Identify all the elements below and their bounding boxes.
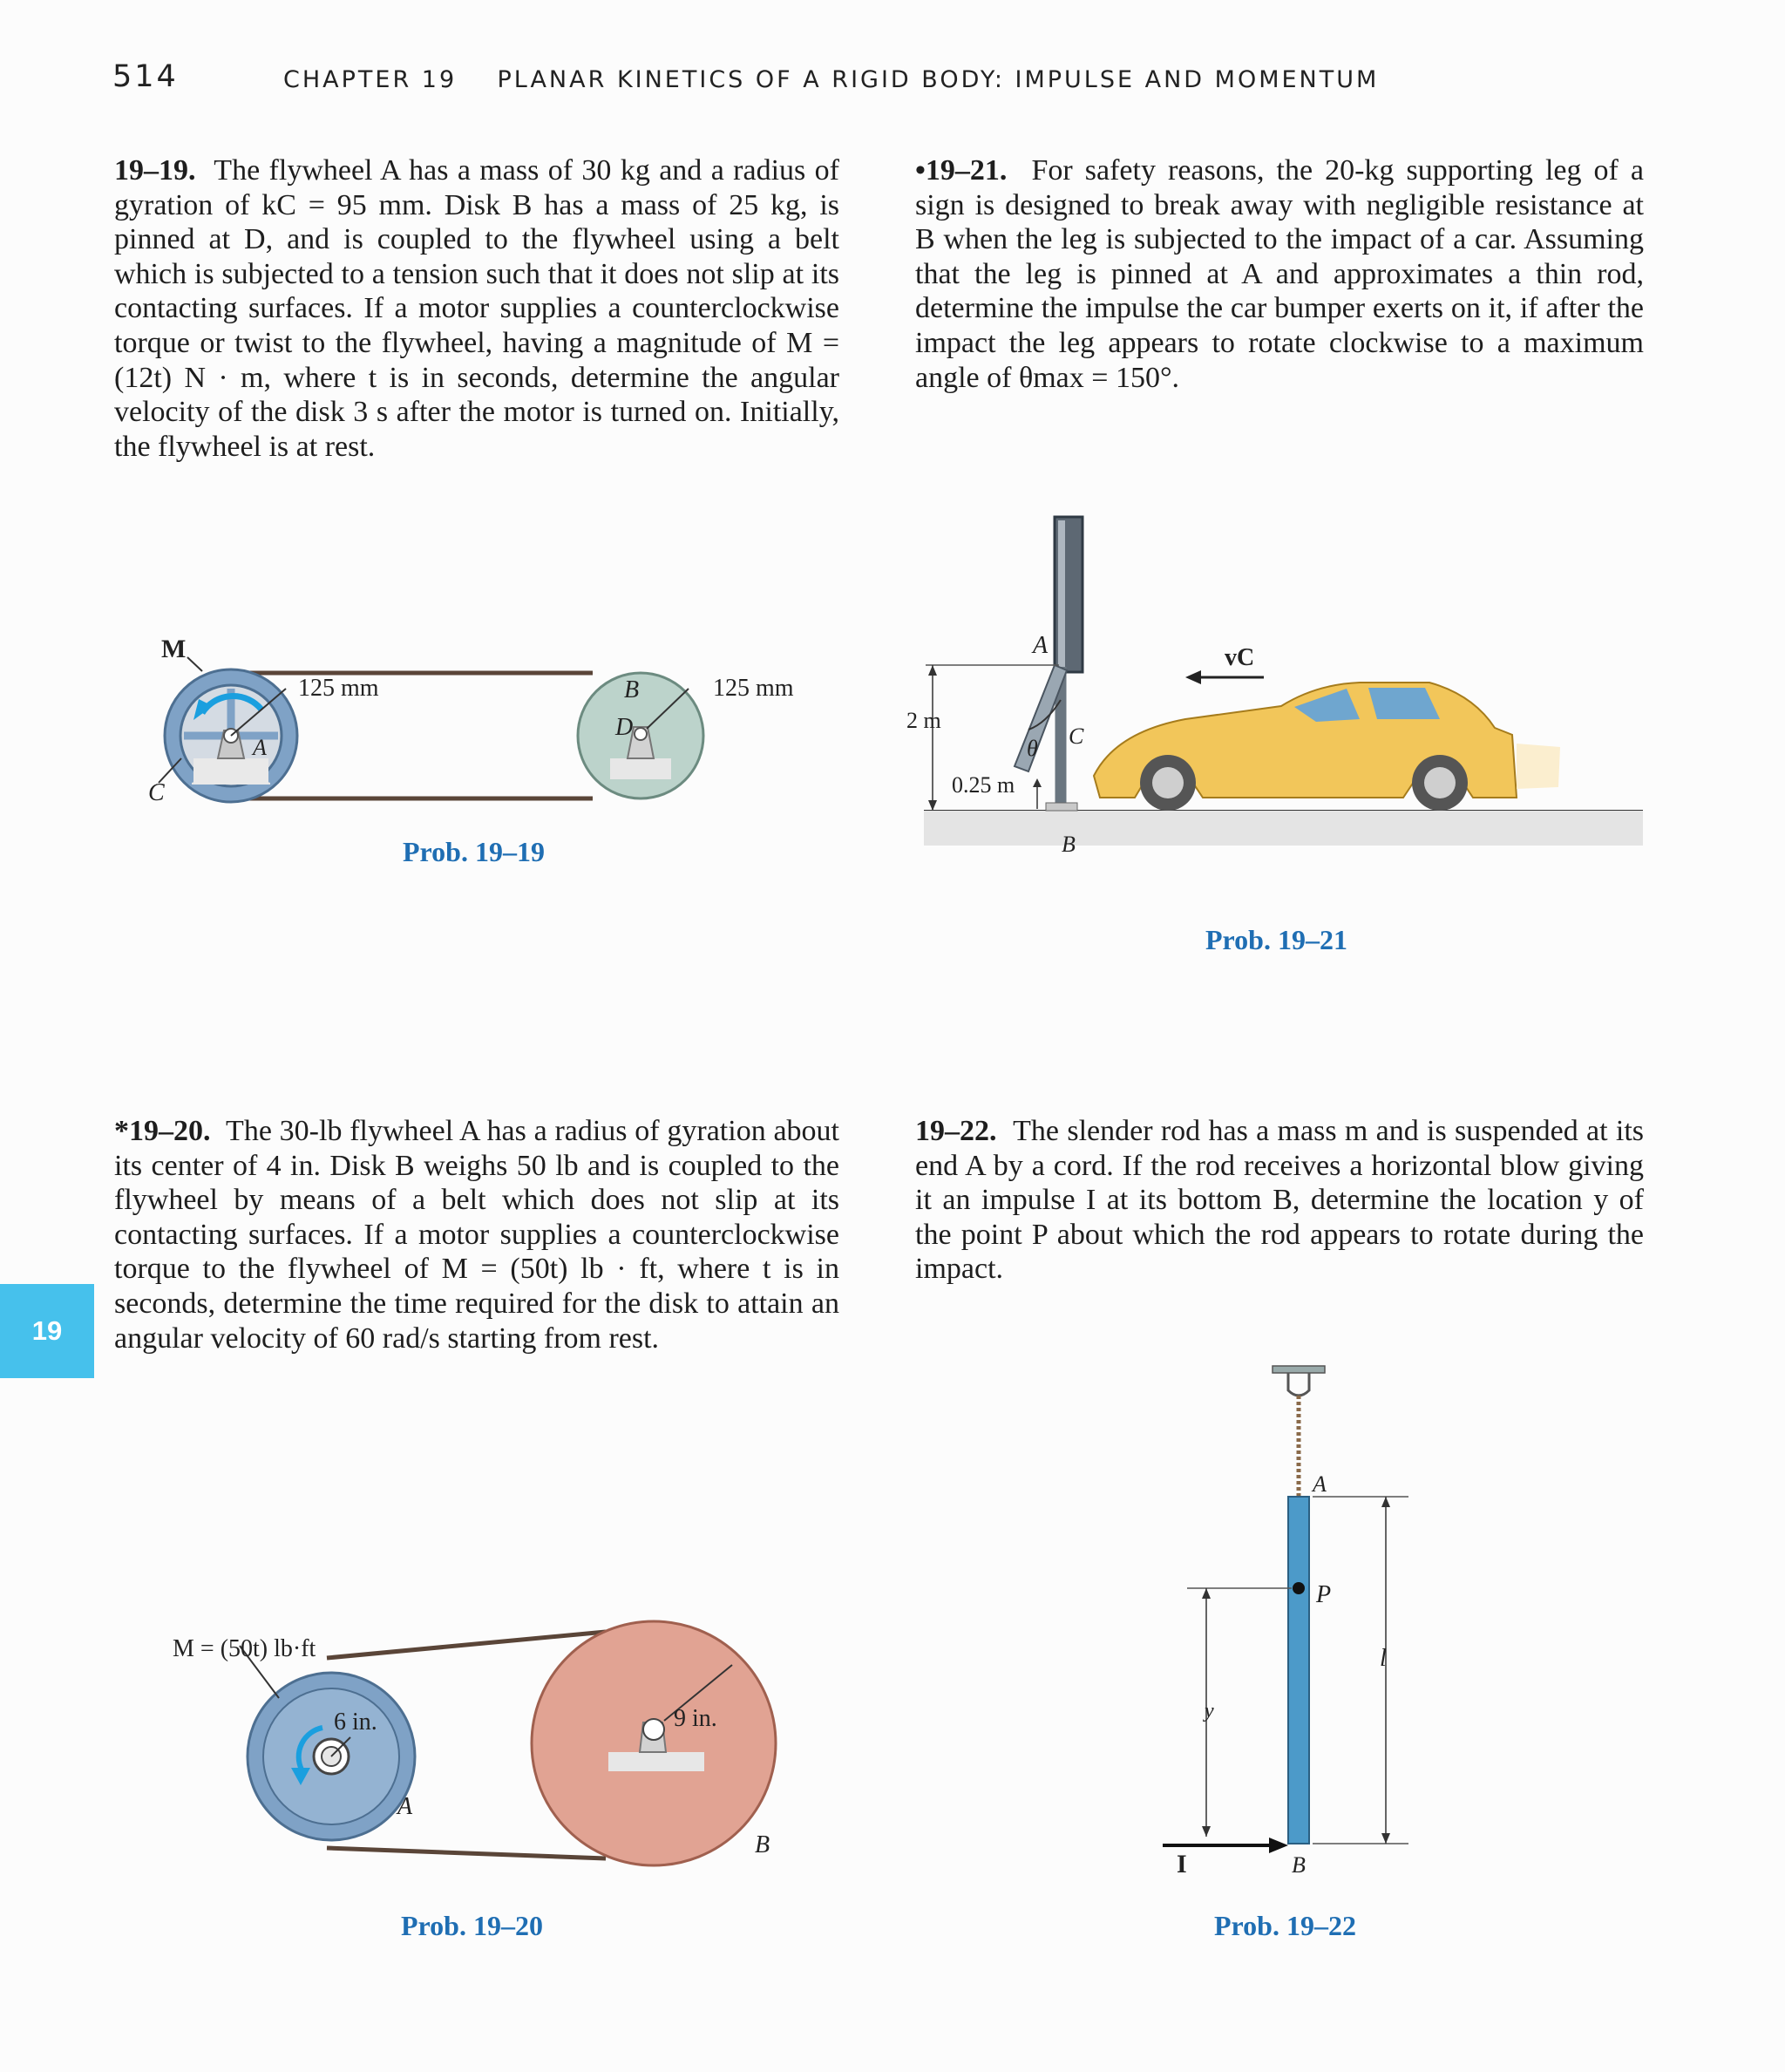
problem-number: *19–20. (114, 1115, 211, 1147)
label-radius-b: 9 in. (674, 1705, 717, 1732)
problem-number: 19–19. (114, 154, 196, 187)
problem-19-21 (915, 153, 1644, 395)
figure-19-19 (139, 636, 819, 819)
problem-text: The 30-lb flywheel A has a radius of gyration about its center of 4 in. Disk B weighs 50 lb and is coupled to the flywheel by means of a belt which does not slip at its contacting surfaces. If a motor supplies a counterclockwise torque to the flywheel of M = (50t) lb · ft, where t is in seconds, determine the time required for the disk to attain an angular velocity of 60 rad/s starting from rest. (114, 1115, 839, 1355)
label-b: B (1062, 832, 1076, 857)
label-height-c: 0.25 m (952, 772, 1015, 798)
chapter-heading (283, 66, 1379, 93)
disk-b (532, 1621, 776, 1865)
caption-19-22: Prob. 19–22 (1214, 1910, 1356, 1941)
label-a: A (253, 735, 267, 760)
label-l: l (1380, 1645, 1387, 1672)
label-b: B (624, 676, 640, 703)
label-height: 2 m (906, 708, 941, 733)
label-a: A (1313, 1471, 1327, 1497)
label-a: A (397, 1793, 413, 1820)
page-number: 514 (112, 59, 179, 94)
car (1094, 683, 1560, 811)
problem-19-22 (915, 1114, 1644, 1287)
label-radius-a: 6 in. (334, 1709, 377, 1736)
label-c: C (148, 779, 165, 806)
problem-number: •19–21. (915, 154, 1008, 187)
chapter-title: PLANAR KINETICS OF A RIGID BODY: IMPULSE AND MOMENTUM (497, 66, 1380, 93)
figure-19-20 (166, 1613, 793, 1865)
problem-text: The flywheel A has a mass of 30 kg and a radius of gyration of kC = 95 mm. Disk B has a mass of 25 kg, is pinned at D, and is coupled to the flywheel using a belt which is subjected to a tension such that it does not slip at its contacting surfaces. If a motor supplies a counterclockwise torque or twist to the flywheel, having a magnitude of M = (12t) N · m, where t is in seconds, determine the angular velocity of the disk 3 s after the motor is turned on. Initially, the flywheel is at rest. (114, 154, 839, 463)
label-b: B (1292, 1852, 1306, 1878)
label-radius-a: 125 mm (298, 675, 379, 702)
chapter-label: CHAPTER 19 (283, 66, 458, 93)
problem-text: The slender rod has a mass m and is suspended at its end A by a cord. If the rod receives a horizontal blow giving it an impulse I at its bottom B, determine the location y of the point P about which the rod appears to rotate during the impact. (915, 1115, 1645, 1286)
label-vc: vC (1225, 644, 1255, 671)
problem-number: 19–22. (915, 1115, 997, 1147)
caption-19-21: Prob. 19–21 (1205, 924, 1347, 955)
label-m: M = (50t) lb·ft (173, 1635, 316, 1662)
figure-19-22 (1142, 1355, 1421, 1878)
page-header (0, 59, 1785, 103)
chapter-tab[interactable]: 19 (0, 1284, 94, 1378)
label-b: B (755, 1831, 770, 1858)
problem-text: For safety reasons, the 20-kg supporting leg of a sign is designed to break away with negligible resistance at B when the leg is subjected to the impact of a car. Assuming that the leg is pinned at A and approximates a thin rod, determine the impulse the car bumper exerts on it, if after the impact the leg appears to rotate clockwise to a maximum angle of θmax = 150°. (915, 154, 1644, 394)
figure-19-21 (906, 510, 1656, 876)
label-p: P (1316, 1581, 1332, 1608)
problem-19-20 (114, 1114, 839, 1355)
label-d: D (615, 714, 634, 741)
label-c: C (1069, 724, 1084, 749)
caption-19-20: Prob. 19–20 (401, 1910, 543, 1941)
label-theta: θ (1027, 736, 1038, 761)
label-m: M (161, 635, 187, 663)
sign (1046, 517, 1083, 811)
label-impulse: I (1177, 1850, 1187, 1878)
caption-19-19: Prob. 19–19 (403, 836, 545, 867)
problem-19-19 (114, 153, 839, 464)
label-a: A (1033, 632, 1049, 659)
label-y: y (1205, 1700, 1214, 1722)
label-radius-b: 125 mm (713, 675, 794, 702)
disk-b (578, 673, 703, 798)
